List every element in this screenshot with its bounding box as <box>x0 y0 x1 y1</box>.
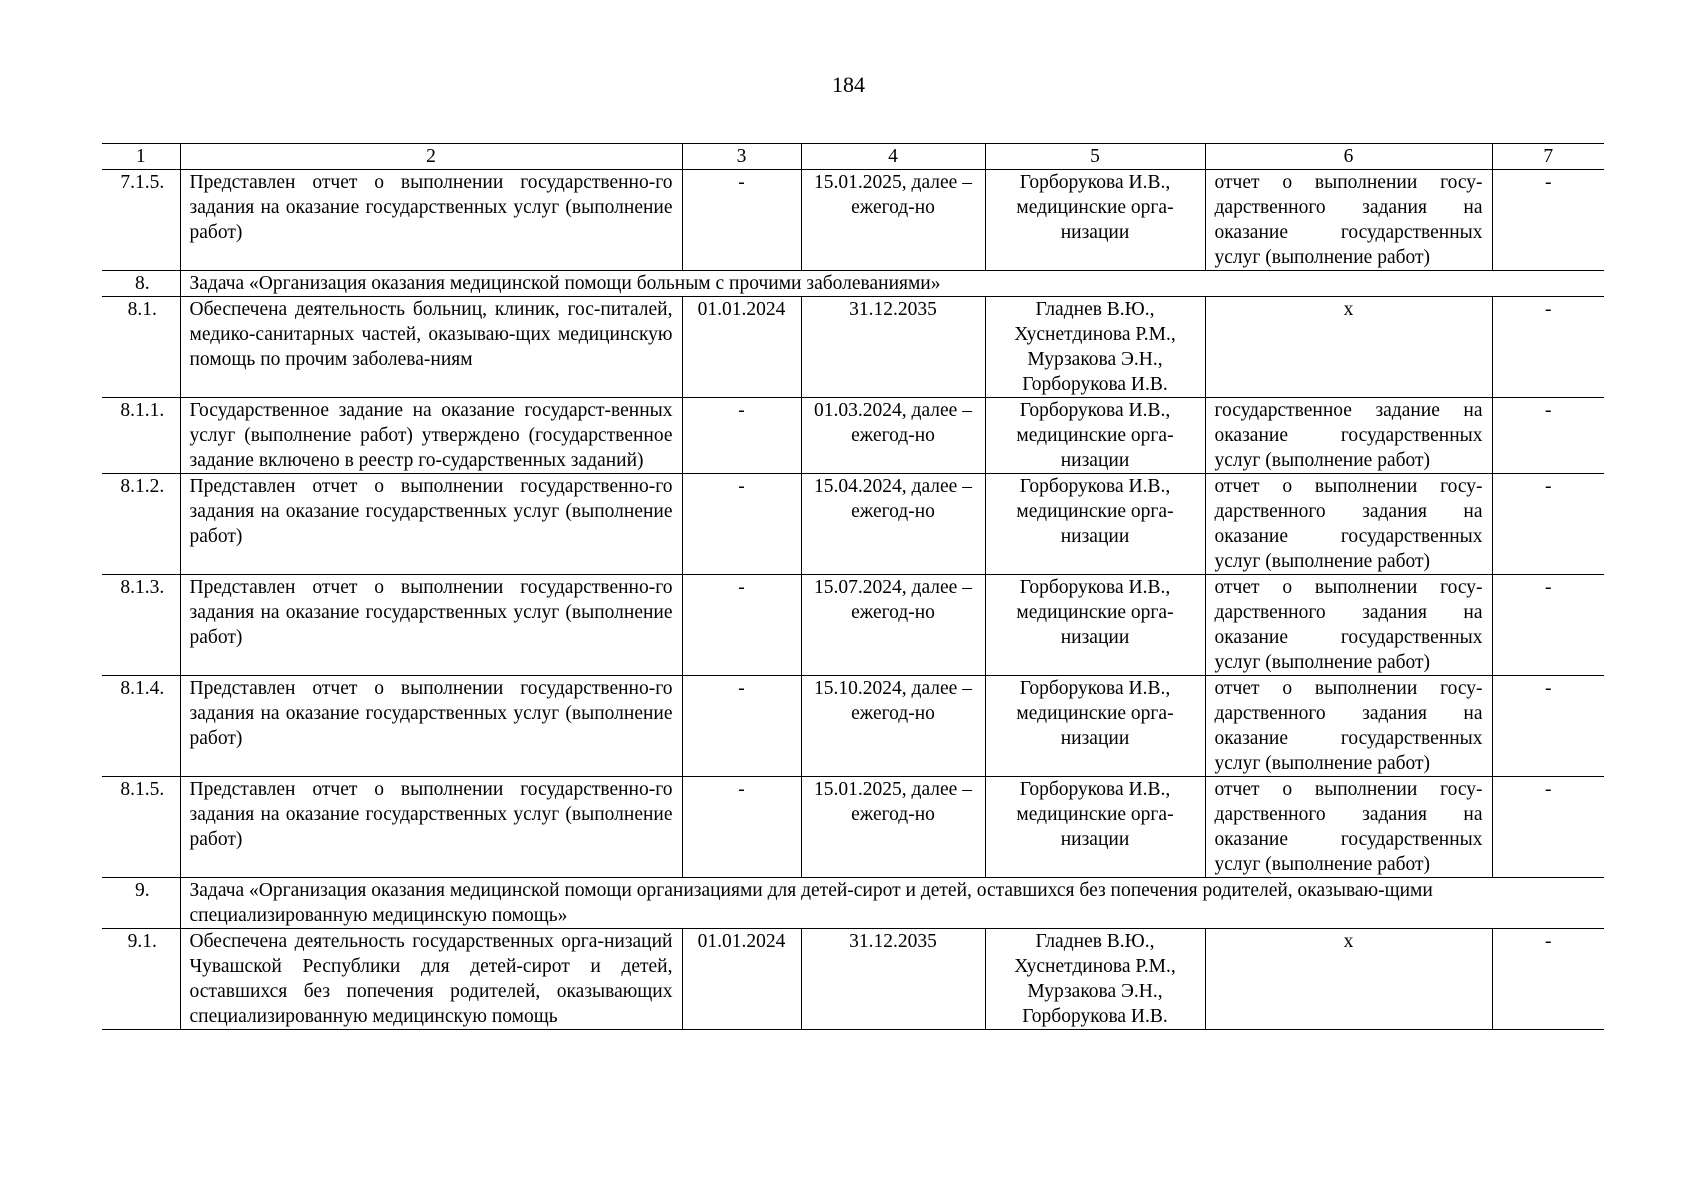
start-date: - <box>682 170 801 271</box>
expected-result: отчет о выполнении госу-дарственного задания на оказание государственных услуг (выполнение работ) <box>1205 575 1492 676</box>
column-7-value: - <box>1492 676 1604 777</box>
table-row <box>102 575 1604 676</box>
column-7-value: - <box>1492 170 1604 271</box>
header-cell: 5 <box>985 144 1205 170</box>
table-row <box>102 676 1604 777</box>
event-description: Представлен отчет о выполнении государственно-го задания на оказание государственных услуг (выполнение работ) <box>180 575 682 676</box>
column-7-value: - <box>1492 474 1604 575</box>
column-7-value: - <box>1492 575 1604 676</box>
start-date: 01.01.2024 <box>682 297 801 398</box>
start-date: - <box>682 676 801 777</box>
header-cell: 6 <box>1205 144 1492 170</box>
event-description: Представлен отчет о выполнении государственно-го задания на оказание государственных услуг (выполнение работ) <box>180 777 682 878</box>
event-description: Представлен отчет о выполнении государственно-го задания на оказание государственных услуг (выполнение работ) <box>180 170 682 271</box>
end-date: 15.01.2025, далее – ежегод-но <box>801 777 985 878</box>
table-row <box>102 474 1604 575</box>
end-date: 15.04.2024, далее – ежегод-но <box>801 474 985 575</box>
expected-result: отчет о выполнении госу-дарственного задания на оказание государственных услуг (выполнение работ) <box>1205 170 1492 271</box>
task-title: Задача «Организация оказания медицинской помощи больным с прочими заболеваниями» <box>180 271 1604 297</box>
column-7-value: - <box>1492 929 1604 1030</box>
row-number: 8.1.1. <box>102 398 180 474</box>
column-7-value: - <box>1492 777 1604 878</box>
responsible: Гладнев В.Ю., Хуснетдинова Р.М., Мурзакова Э.Н., Горборукова И.В. <box>985 929 1205 1030</box>
event-description: Представлен отчет о выполнении государственно-го задания на оказание государственных услуг (выполнение работ) <box>180 676 682 777</box>
end-date: 01.03.2024, далее – ежегод-но <box>801 398 985 474</box>
row-number: 8.1.5. <box>102 777 180 878</box>
event-description: Обеспечена деятельность больниц, клиник, гос-питалей, медико-санитарных частей, оказываю-щих медицинскую помощь по прочим заболева-ниям <box>180 297 682 398</box>
end-date: 31.12.2035 <box>801 297 985 398</box>
expected-result: отчет о выполнении госу-дарственного задания на оказание государственных услуг (выполнение работ) <box>1205 676 1492 777</box>
row-number: 8. <box>102 271 180 297</box>
responsible: Горборукова И.В., медицинские орга-низации <box>985 676 1205 777</box>
start-date: 01.01.2024 <box>682 929 801 1030</box>
event-description: Государственное задание на оказание государст-венных услуг (выполнение работ) утверждено (государственное задание включено в реестр го-сударственных заданий) <box>180 398 682 474</box>
task-row <box>102 271 1604 297</box>
expected-result: отчет о выполнении госу-дарственного задания на оказание государственных услуг (выполнение работ) <box>1205 777 1492 878</box>
header-cell: 2 <box>180 144 682 170</box>
table-row <box>102 398 1604 474</box>
row-number: 9. <box>102 878 180 929</box>
table-row <box>102 777 1604 878</box>
column-7-value: - <box>1492 297 1604 398</box>
expected-result: x <box>1205 929 1492 1030</box>
page-number: 184 <box>832 72 865 97</box>
start-date: - <box>682 474 801 575</box>
start-date: - <box>682 777 801 878</box>
end-date: 15.10.2024, далее – ежегод-но <box>801 676 985 777</box>
event-description: Представлен отчет о выполнении государственно-го задания на оказание государственных услуг (выполнение работ) <box>180 474 682 575</box>
header-cell: 1 <box>102 144 180 170</box>
row-number: 8.1. <box>102 297 180 398</box>
responsible: Горборукова И.В., медицинские орга-низации <box>985 170 1205 271</box>
table-row <box>102 170 1604 271</box>
task-title: Задача «Организация оказания медицинской помощи организациями для детей-сирот и детей, оставшихся без попечения родителей, оказываю-щими специализированную медицинскую помощь» <box>180 878 1604 929</box>
row-number: 8.1.2. <box>102 474 180 575</box>
row-number: 8.1.3. <box>102 575 180 676</box>
responsible: Горборукова И.В., медицинские орга-низации <box>985 575 1205 676</box>
table-row <box>102 297 1604 398</box>
start-date: - <box>682 398 801 474</box>
end-date: 15.07.2024, далее – ежегод-но <box>801 575 985 676</box>
header-cell: 3 <box>682 144 801 170</box>
expected-result: отчет о выполнении госу-дарственного задания на оказание государственных услуг (выполнение работ) <box>1205 474 1492 575</box>
row-number: 7.1.5. <box>102 170 180 271</box>
table-header-row <box>102 144 1604 170</box>
end-date: 15.01.2025, далее – ежегод-но <box>801 170 985 271</box>
expected-result: государственное задание на оказание государственных услуг (выполнение работ) <box>1205 398 1492 474</box>
row-number: 8.1.4. <box>102 676 180 777</box>
start-date: - <box>682 575 801 676</box>
table-row <box>102 929 1604 1030</box>
responsible: Горборукова И.В., медицинские орга-низации <box>985 474 1205 575</box>
expected-result: x <box>1205 297 1492 398</box>
responsible: Гладнев В.Ю., Хуснетдинова Р.М., Мурзакова Э.Н., Горборукова И.В. <box>985 297 1205 398</box>
header-cell: 4 <box>801 144 985 170</box>
task-row <box>102 878 1604 929</box>
row-number: 9.1. <box>102 929 180 1030</box>
plan-table <box>102 143 1604 1030</box>
header-cell: 7 <box>1492 144 1604 170</box>
column-7-value: - <box>1492 398 1604 474</box>
event-description: Обеспечена деятельность государственных орга-низаций Чувашской Республики для детей-сирот и детей, оставшихся без попечения родителей, оказывающих специализированную медицинскую помощь <box>180 929 682 1030</box>
responsible: Горборукова И.В., медицинские орга-низации <box>985 398 1205 474</box>
end-date: 31.12.2035 <box>801 929 985 1030</box>
responsible: Горборукова И.В., медицинские орга-низации <box>985 777 1205 878</box>
